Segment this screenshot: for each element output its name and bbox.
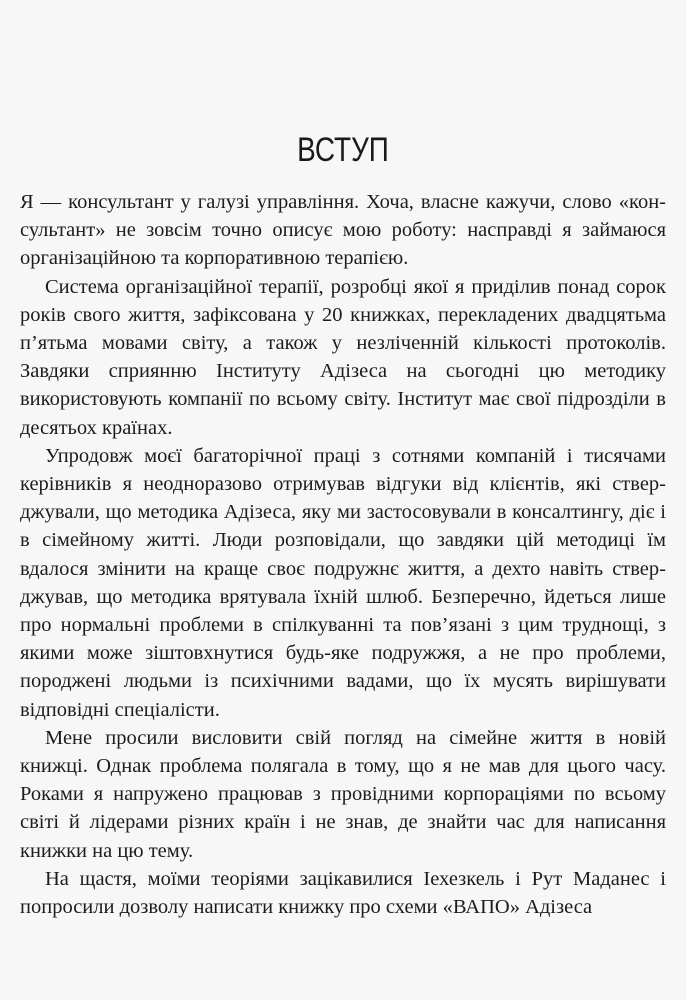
chapter-body: [20, 188, 666, 921]
paragraph-3: Упродовж моєї багаторічної праці з сотнями компаній і тисячами керівників я неодноразово отримував відгуки від клієнтів, які стверджували, що методика Адізеса, яку ми застосовували в консалтингу, діє і в сімейному житті. Люди розповідали, що завдяки цій методиці їм вдалося змінити на краще своє подружнє життя, а дехто навіть стверджував, що методика врятувала їхній шлюб. Безперечно, йдеться лише про нормальні проблеми в спілкуванні та пов’язані з цим труднощі, з якими може зіштовхнутися будь-яке подружжя, а не про проблеми, породжені людьми із психічними вадами, що їх мусять вирішувати відповідні спеціалісти.: [20, 444, 666, 721]
paragraph-2: Система організаційної терапії, розробці якої я приділив понад сорок років свого життя, зафіксована у 20 книжках, перекладених двадцятьма п’ятьма мовами світу, а також у незліченній кількості протоколів. Завдяки сприянню Інституту Адізеса на сьогодні цю методику використовують компанії по всьому світу. Інститут має свої підрозділи в десятьох країнах.: [20, 275, 666, 439]
chapter-title: ВСТУП: [297, 131, 389, 169]
paragraph-1: Я — консультант у галузі управління. Хоча, власне кажучи, слово «консультант» не зовсім точно описує мою роботу: насправді я займаюся організаційною та корпоративною терапією.: [20, 191, 666, 270]
paragraph-4: Мене просили висловити свій погляд на сімейне життя в новій книжці. Однак проблема полягала в тому, що я не мав для цього часу. Роками я напружено працював з провідними корпораціями по всьому світі й лідерами різних країн і не знав, де знайти час для написання книжки на цю тему.: [20, 726, 666, 862]
paragraph-5: На щастя, моїми теоріями зацікавилися Іехезкель і Рут Маданес і попросили дозволу написати книжку про схеми «ВАПО» Адізеса: [20, 867, 666, 919]
